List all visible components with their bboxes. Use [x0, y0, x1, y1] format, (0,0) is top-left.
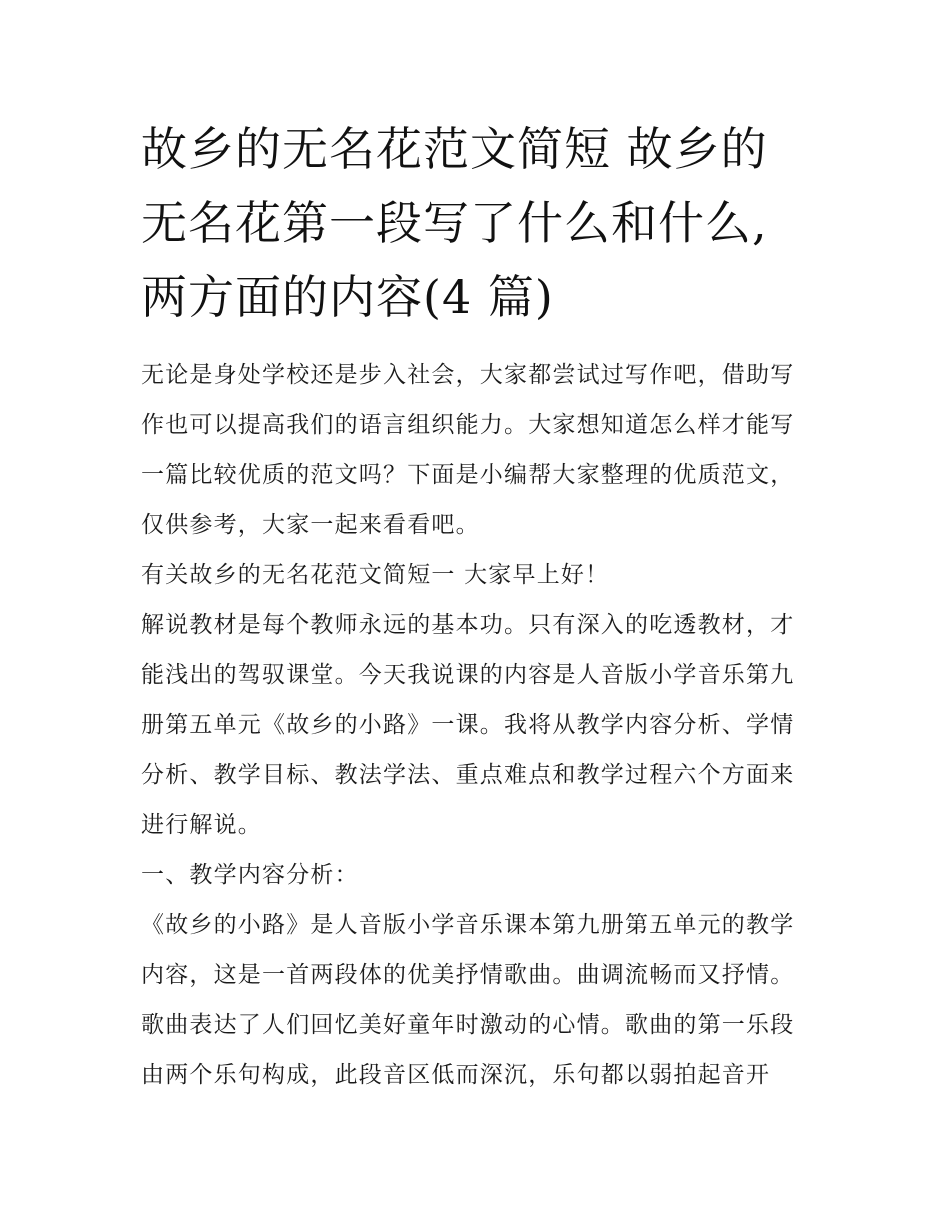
document-body: [141, 350, 813, 1100]
title-line: 两方面的内容(4 篇): [141, 270, 554, 324]
title-line: 故乡的无名花范文简短 故乡的: [141, 122, 768, 176]
text-line: 有关故乡的无名花范文简短一 大家早上好！: [141, 562, 610, 588]
text-line: 《故乡的小路》是人音版小学音乐课本第九册第五单元的教学: [141, 912, 795, 938]
text-line: 一篇比较优质的范文吗？下面是小编帮大家整理的优质范文，: [141, 462, 795, 488]
document-page: [141, 112, 813, 1100]
section-heading-paragraph: [141, 550, 813, 600]
document-title: [141, 112, 813, 334]
intro-paragraph: [141, 350, 813, 550]
text-line: 解说教材是每个教师永远的基本功。只有深入的吃透教材，才: [141, 612, 795, 638]
subheading-paragraph: [141, 850, 813, 900]
text-line: 作也可以提高我们的语言组织能力。大家想知道怎么样才能写: [141, 412, 795, 438]
text-line: 一、教学内容分析：: [141, 862, 359, 888]
text-line: 内容，这是一首两段体的优美抒情歌曲。曲调流畅而又抒情。: [141, 962, 795, 988]
text-line: 分析、教学目标、教法学法、重点难点和教学过程六个方面来: [141, 762, 795, 788]
body-paragraph: [141, 900, 813, 1100]
text-line: 由两个乐句构成，此段音区低而深沉，乐句都以弱拍起音开: [141, 1062, 771, 1088]
text-line: 进行解说。: [141, 812, 262, 838]
text-line: 册第五单元《故乡的小路》一课。我将从教学内容分析、学情: [141, 712, 795, 738]
title-line: 无名花第一段写了什么和什么,: [141, 196, 768, 250]
text-line: 能浅出的驾驭课堂。今天我说课的内容是人音版小学音乐第九: [141, 662, 795, 688]
text-line: 无论是身处学校还是步入社会，大家都尝试过写作吧，借助写: [141, 362, 795, 388]
text-line: 歌曲表达了人们回忆美好童年时激动的心情。歌曲的第一乐段: [141, 1012, 795, 1038]
text-line: 仅供参考，大家一起来看看吧。: [141, 512, 480, 538]
body-paragraph: [141, 600, 813, 850]
